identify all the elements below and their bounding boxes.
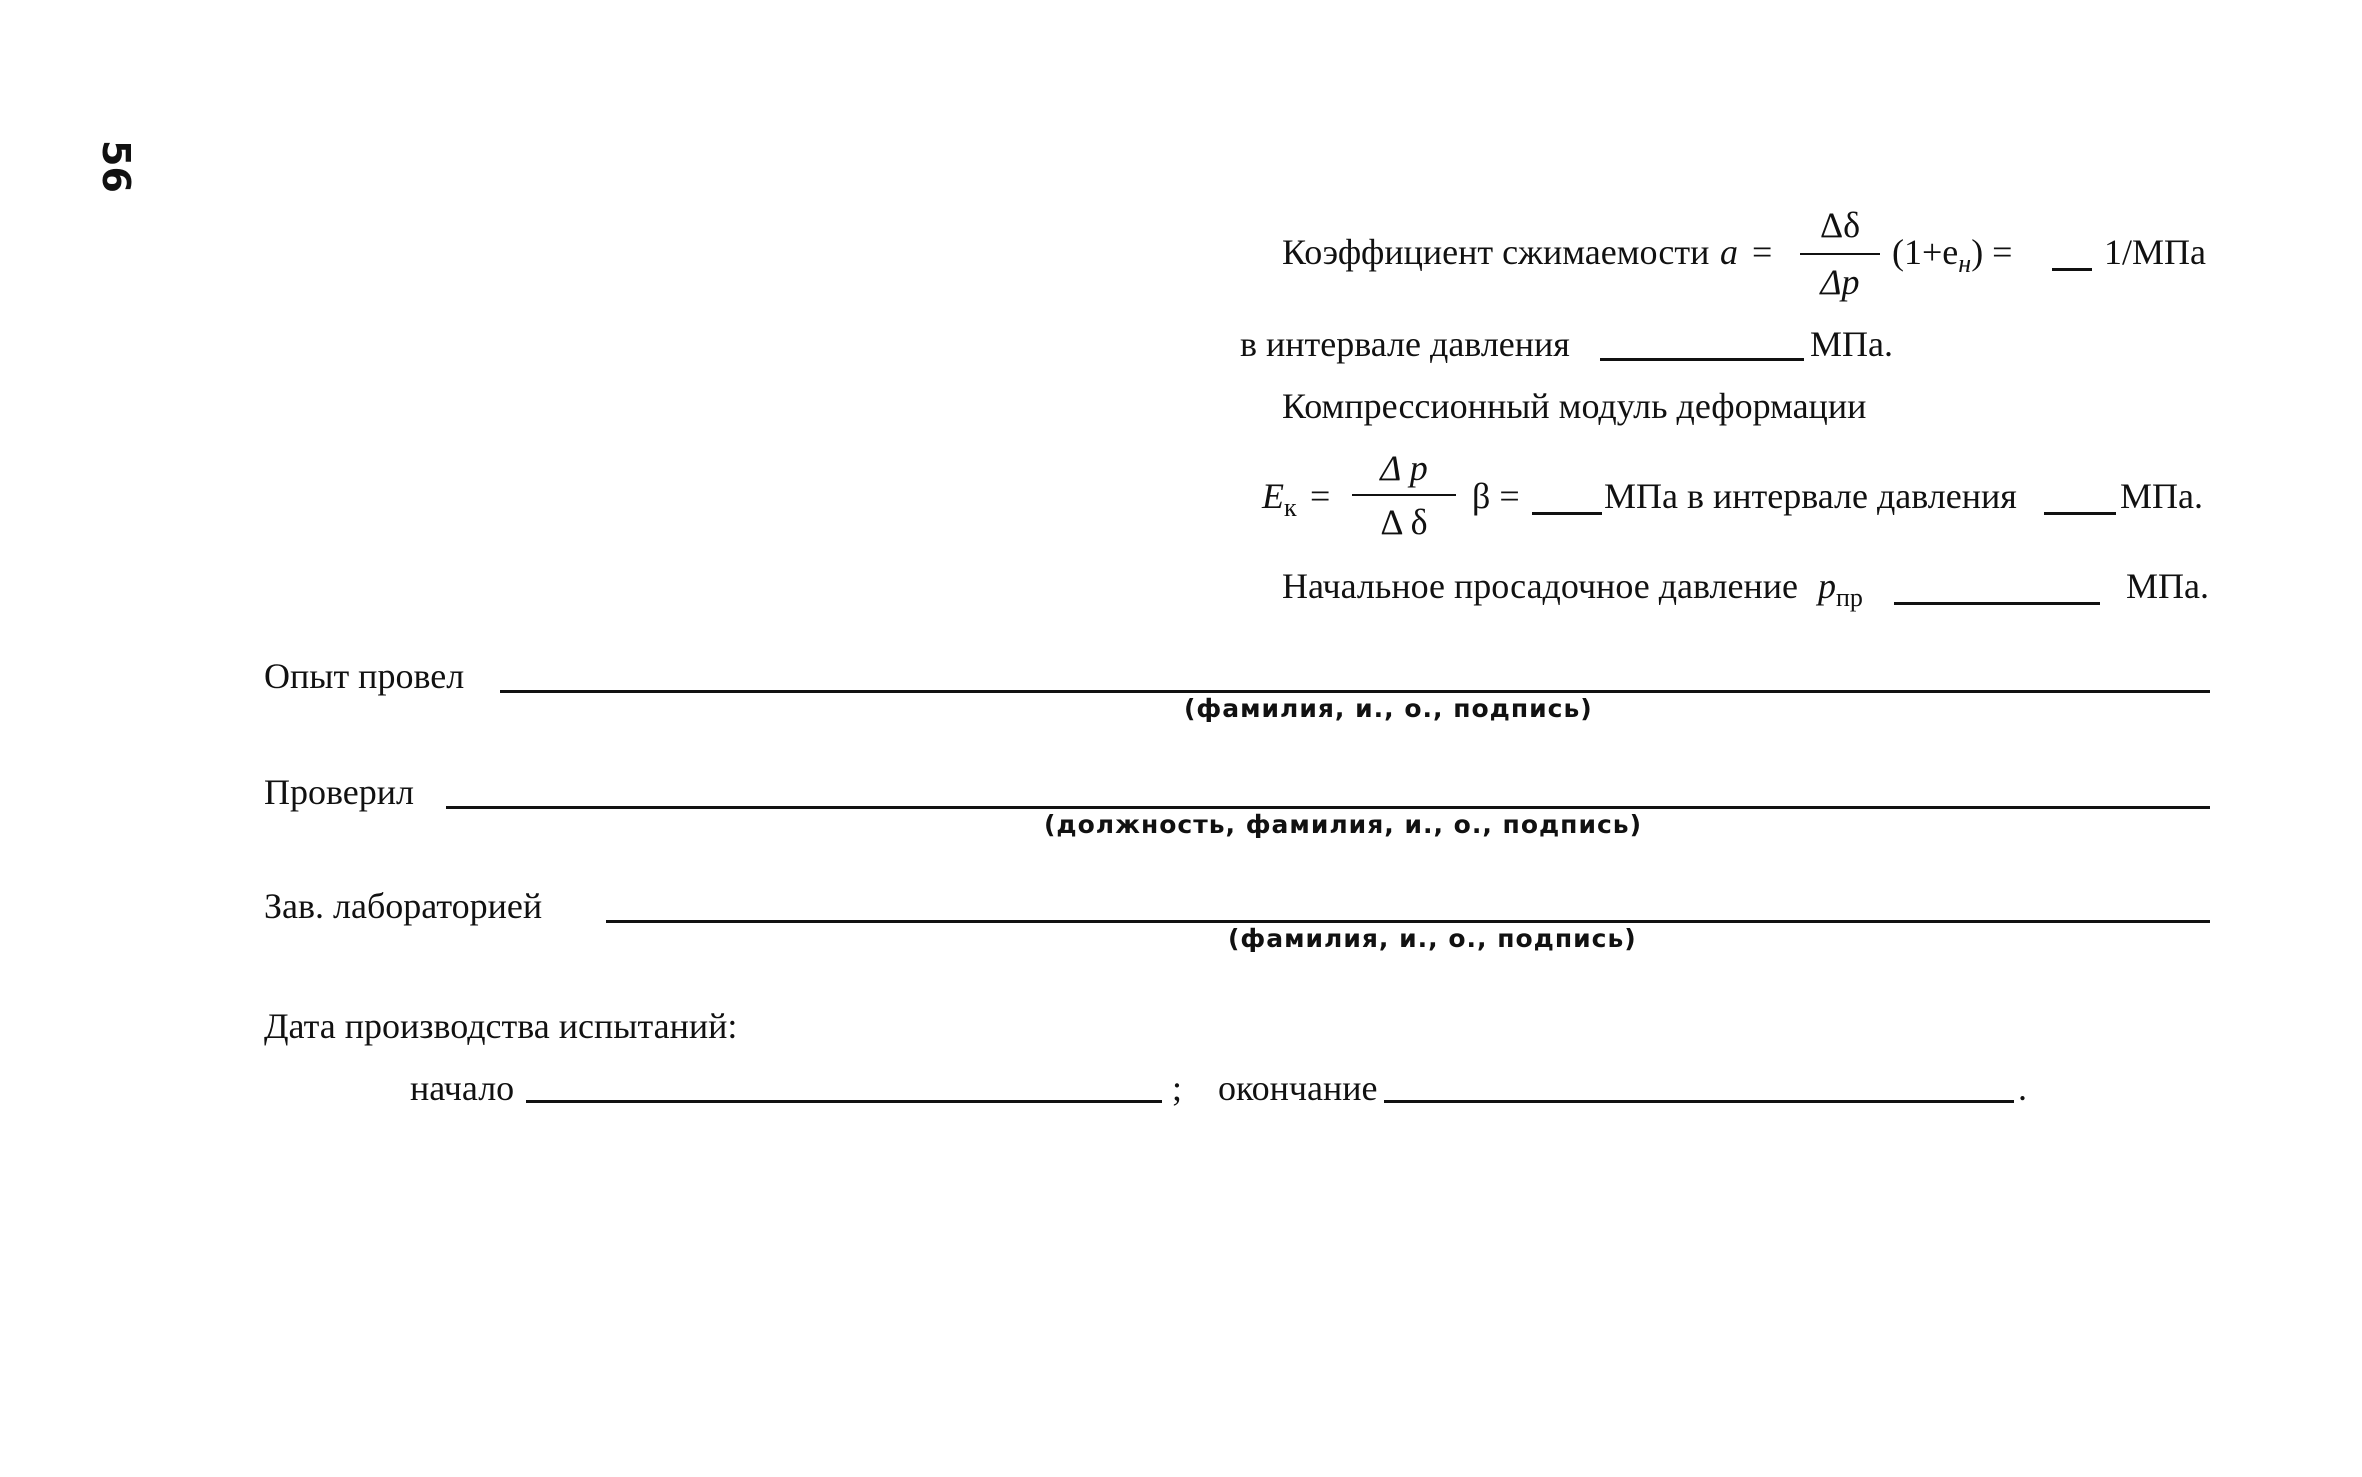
modulus-equals: = <box>1310 476 1331 516</box>
subsidence-label: Начальное просадочное давление <box>1282 566 1799 606</box>
signature-2-caption: (должность, фамилия, и., о., подпись) <box>1044 810 1643 839</box>
subsidence-unit: МПа. <box>2126 566 2209 606</box>
test-dates-start-label: начало <box>410 1068 515 1108</box>
modulus-interval-blank <box>2044 512 2116 515</box>
modulus-denominator: Δ δ <box>1380 502 1428 542</box>
test-dates-start-blank <box>526 1100 1162 1103</box>
interval-1-unit: МПа. <box>1810 324 1893 364</box>
test-dates-separator: ; <box>1172 1068 1183 1108</box>
compressibility-blank <box>2052 268 2092 271</box>
subsidence-symbol-sub: пр <box>1836 583 1863 612</box>
compressibility-numerator: Δδ <box>1819 205 1861 245</box>
modulus-blank <box>1532 512 1602 515</box>
signature-3-line <box>606 920 2210 923</box>
compressibility-equals: = <box>1752 232 1773 272</box>
compressibility-factor-close: ) = <box>1971 232 2013 272</box>
test-dates-end-label: окончание <box>1218 1068 1378 1108</box>
modulus-numerator: Δ p <box>1380 448 1428 488</box>
interval-1-prefix: в интервале давления <box>1240 324 1570 364</box>
signature-2-label: Проверил <box>264 772 414 812</box>
signature-1-line <box>500 690 2210 693</box>
signature-1-caption: (фамилия, и., о., подпись) <box>1184 694 1593 723</box>
signature-3-caption: (фамилия, и., о., подпись) <box>1228 924 1637 953</box>
signature-3-label: Зав. лабораторией <box>264 886 543 926</box>
test-dates-end-mark: . <box>2018 1068 2027 1108</box>
modulus-unit-end: МПа. <box>2120 476 2203 516</box>
compressibility-label: Коэффициент сжимаемости <box>1282 232 1710 272</box>
modulus-symbol-sub: к <box>1284 493 1297 522</box>
modulus-label: Компрессионный модуль деформации <box>1282 386 1867 426</box>
compressibility-denominator: Δp <box>1820 262 1860 302</box>
modulus-fraction-bar <box>1352 494 1456 496</box>
modulus-unit-text: МПа в интервале давления <box>1604 476 2017 516</box>
subsidence-symbol: p <box>1818 566 1836 606</box>
compressibility-symbol: a <box>1720 232 1738 272</box>
compressibility-factor: (1+e <box>1892 232 1959 272</box>
modulus-symbol: E <box>1262 476 1284 516</box>
signature-1-label: Опыт провел <box>264 656 465 696</box>
page-number: 56 <box>94 140 138 193</box>
modulus-beta: β = <box>1472 476 1520 516</box>
signature-2-line <box>446 806 2210 809</box>
test-dates-end-blank <box>1384 1100 2014 1103</box>
subsidence-blank <box>1894 602 2100 605</box>
compressibility-unit: 1/МПа <box>2104 232 2206 272</box>
compressibility-factor-sub: н <box>1958 249 1972 278</box>
interval-1-blank <box>1600 358 1804 361</box>
test-dates-heading: Дата производства испытаний: <box>264 1006 738 1046</box>
compressibility-fraction-bar <box>1800 253 1880 255</box>
